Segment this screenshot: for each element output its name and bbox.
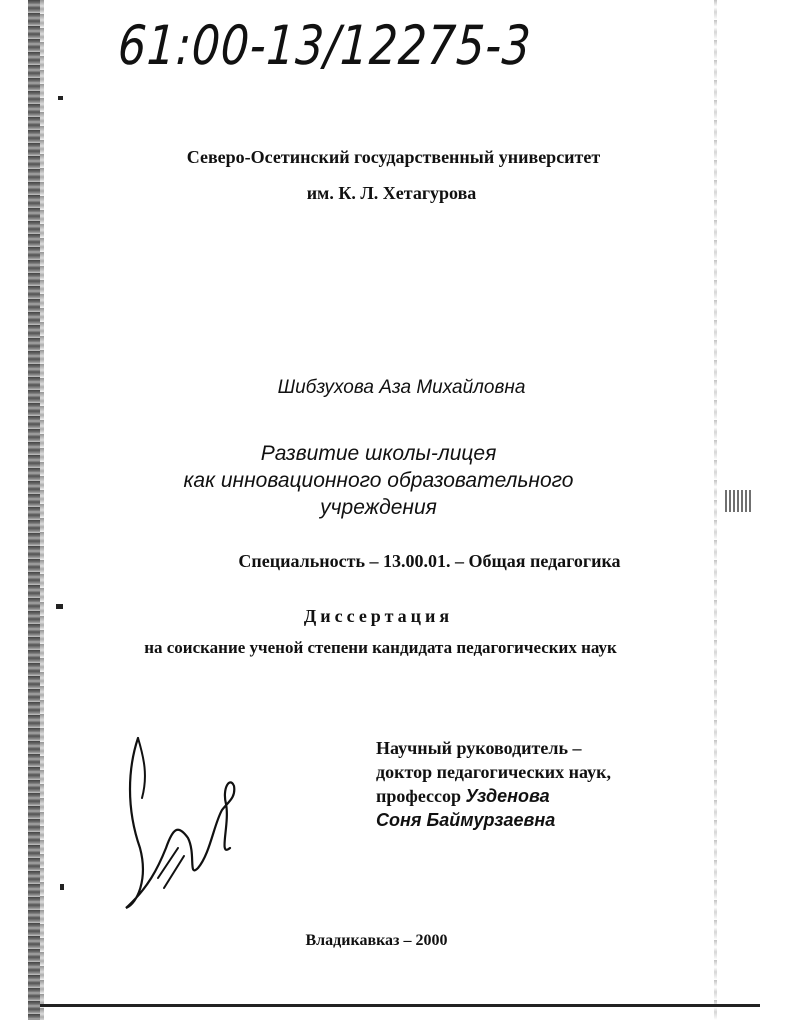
handwritten-signature [118,728,258,918]
supervisor-given-names: Соня Баймурзаевна [376,810,556,830]
title-line-3: учреждения [320,496,437,519]
specialty: Специальность – 13.00.01. – Общая педагогика [238,551,621,571]
supervisor-surname: Узденова [465,786,550,806]
title-line-1: Развитие школы-лицея [260,442,497,465]
supervisor-block [376,736,611,832]
scan-speck [58,96,63,100]
author-name: Шибзухова Аза Михайловна [277,377,526,398]
scan-speck [60,884,64,890]
document-type: Диссертация [303,606,454,626]
university-name: Северо-Осетинский государственный университет [186,147,601,167]
scan-bottom-rule [40,1004,760,1007]
supervisor-title: профессор [376,786,462,806]
dissertation-title [0,440,775,521]
supervisor-title-line [376,784,611,808]
university-named-after: им. К. Л. Хетагурова [306,183,477,203]
supervisor-degree: доктор педагогических наук, [376,762,612,782]
supervisor-role: Научный руководитель – [376,738,582,758]
city-year: Владикавказ – 2000 [305,932,448,949]
archive-number: 61:00-13/12275-3 [116,14,533,77]
title-line-2: как инновационного образовательного [183,469,574,492]
degree-sought: на соискание ученой степени кандидата педагогических наук [144,638,617,657]
